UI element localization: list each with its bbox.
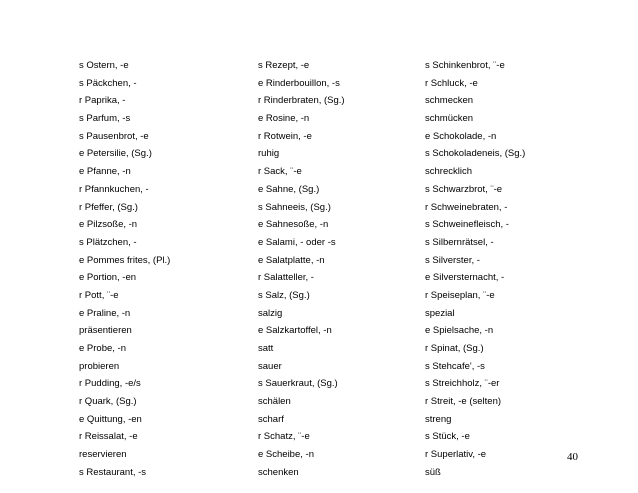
vocab-entry: scharf bbox=[258, 413, 284, 425]
vocab-entry: s Salz, (Sg.) bbox=[258, 289, 310, 301]
vocab-entry: r Schatz, ¨-e bbox=[258, 431, 310, 443]
vocab-entry: salzig bbox=[258, 307, 283, 319]
vocab-entry: s Streichholz, ¨-er bbox=[425, 378, 500, 390]
vocab-entry: r Superlativ, -e bbox=[425, 449, 487, 461]
vocab-entry: e Petersilie, (Sg.) bbox=[79, 148, 152, 160]
vocab-entry: s Schweinefleisch, - bbox=[425, 219, 509, 231]
vocab-entry: r Reissalat, -e bbox=[79, 431, 138, 443]
vocab-entry: r Pott, ¨-e bbox=[79, 289, 119, 301]
vocab-entry: e Rosine, -n bbox=[258, 113, 310, 125]
vocab-entry: e Salami, - oder -s bbox=[258, 236, 336, 248]
vocab-entry: r Rinderbraten, (Sg.) bbox=[258, 95, 345, 107]
vocab-entry: r Streit, -e (selten) bbox=[425, 396, 502, 408]
vocab-entry: e Sahnesoße, -n bbox=[258, 219, 329, 231]
vocab-entry: r Paprika, - bbox=[79, 95, 126, 107]
vocab-entry: e Rinderbouillon, -s bbox=[258, 77, 340, 89]
vocab-entry: s Schwarzbrot, ¨-e bbox=[425, 183, 503, 195]
vocab-entry: s Schinkenbrot, ¨-e bbox=[425, 60, 505, 71]
vocab-entry: schenken bbox=[258, 466, 299, 478]
vocab-entry: r Speiseplan, ¨-e bbox=[425, 289, 495, 301]
vocab-entry: e Praline, -n bbox=[79, 307, 131, 319]
vocab-entry: spezial bbox=[425, 307, 455, 319]
vocab-entry: e Schokolade, -n bbox=[425, 130, 497, 142]
vocab-entry: satt bbox=[258, 343, 274, 354]
vocab-column-1 bbox=[79, 57, 170, 482]
vocab-entry: r Pfeffer, (Sg.) bbox=[79, 201, 138, 213]
vocab-entry: s Stehcafe', -s bbox=[425, 360, 485, 372]
vocab-entry: probieren bbox=[79, 360, 120, 372]
vocab-entry: e Pfanne, -n bbox=[79, 166, 131, 178]
vocab-entry: süß bbox=[425, 466, 441, 478]
vocab-entry: e Silversternacht, - bbox=[425, 272, 505, 284]
vocab-entry: s Rezept, -e bbox=[258, 60, 310, 71]
vocab-entry: streng bbox=[425, 413, 452, 425]
vocab-entry: s Sauerkraut, (Sg.) bbox=[258, 378, 338, 390]
vocab-entry: e Scheibe, -n bbox=[258, 449, 314, 461]
vocab-entry: r Pudding, -e/s bbox=[79, 378, 141, 390]
vocab-entry: s Plätzchen, - bbox=[79, 236, 137, 248]
vocab-entry: e Salzkartoffel, -n bbox=[258, 325, 332, 337]
vocab-entry: s Restaurant, -s bbox=[79, 466, 147, 478]
vocab-entry: r Schweinebraten, - bbox=[425, 201, 508, 213]
vocab-entry: s Pausenbrot, -e bbox=[79, 130, 149, 142]
vocab-entry: e Sahne, (Sg.) bbox=[258, 183, 320, 195]
vocab-entry: e Pommes frites, (Pl.) bbox=[79, 254, 171, 266]
vocab-entry: schälen bbox=[258, 396, 291, 408]
vocab-entry: r Spinat, (Sg.) bbox=[425, 343, 484, 354]
vocab-entry: r Rotwein, -e bbox=[258, 130, 312, 142]
vocab-entry: schrecklich bbox=[425, 166, 472, 178]
vocab-entry: s Stück, -e bbox=[425, 431, 470, 443]
vocab-entry: schmücken bbox=[425, 113, 474, 125]
vocab-entry: s Parfum, -s bbox=[79, 113, 131, 125]
vocab-column-2 bbox=[258, 57, 345, 482]
vocab-entry: ruhig bbox=[258, 148, 280, 160]
vocab-entry: e Probe, -n bbox=[79, 343, 126, 354]
vocab-entry: s Silverster, - bbox=[425, 254, 480, 266]
vocab-entry: schmecken bbox=[425, 95, 474, 107]
vocab-entry: r Schluck, -e bbox=[425, 77, 478, 89]
vocab-entry: e Quittung, -en bbox=[79, 413, 142, 425]
vocab-entry: s Päckchen, - bbox=[79, 77, 137, 89]
vocab-entry: s Schokoladeneis, (Sg.) bbox=[425, 148, 526, 160]
vocab-column-3 bbox=[425, 57, 525, 482]
vocab-entry: r Quark, (Sg.) bbox=[79, 396, 137, 408]
vocab-entry: r Salatteller, - bbox=[258, 272, 314, 284]
vocab-entry: präsentieren bbox=[79, 325, 132, 337]
vocab-entry: e Spielsache, -n bbox=[425, 325, 494, 337]
vocab-entry: r Pfannkuchen, - bbox=[79, 183, 149, 195]
vocab-entry: s Silbernrätsel, - bbox=[425, 236, 494, 248]
vocab-entry: e Salatplatte, -n bbox=[258, 254, 325, 266]
vocab-entry: e Pilzsoße, -n bbox=[79, 219, 138, 231]
vocab-entry: s Ostern, -e bbox=[79, 60, 129, 71]
vocab-entry: s Sahneeis, (Sg.) bbox=[258, 201, 331, 213]
page-number: 40 bbox=[567, 451, 578, 463]
vocab-entry: e Portion, -en bbox=[79, 272, 137, 284]
vocab-entry: r Sack, ¨-e bbox=[258, 166, 302, 178]
vocab-entry: sauer bbox=[258, 360, 282, 372]
vocab-entry: reservieren bbox=[79, 449, 127, 461]
